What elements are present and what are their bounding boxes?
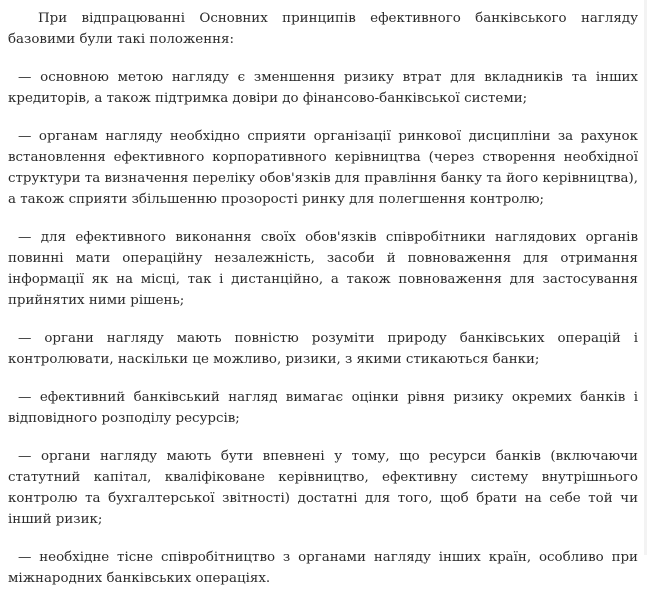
list-item: — основною метою нагляду є зменшення ризику втрат для вкладників та інших кредиторів, а також підтримка довіри до фінансово-банківської системи;: [8, 70, 638, 106]
list-item: — необхідне тісне співробітництво з органами нагляду інших країн, особливо при міжнародних банківських операціях.: [8, 550, 638, 586]
intro-paragraph: При відпрацюванні Основних принципів ефективного банківського нагляду базовими були такі положення:: [8, 11, 638, 47]
list-item: — для ефективного виконання своїх обов'язків співробітники наглядових органів повинні мати операційну незалежність, засоби й повноваження для отримання інформації як на місці, так і дистанційно, а також повноваження для застосування прийнятих ними рішень;: [8, 230, 638, 308]
list-item: — ефективний банківський нагляд вимагає оцінки рівня ризику окремих банків і відповідного розподілу ресурсів;: [8, 390, 638, 426]
list-item: — органи нагляду мають бути впевнені у тому, що ресурси банків (включаючи статутний капітал, кваліфіковане керівництво, ефективну систему внутрішнього контролю та бухгалтерської звітності) достатні для того, щоб брати на себе той чи інший ризик;: [8, 449, 638, 527]
document-body: [8, 0, 638, 606]
list-item: — органи нагляду мають повністю розуміти природу банківських операцій і контролювати, наскільки це можливо, ризики, з якими стикаються банки;: [8, 331, 638, 367]
list-item: — органам нагляду необхідно сприяти організації ринкової дисципліни за рахунок встановлення ефективного корпоративного керівництва (через створення необхідної структури та визначення переліку обов'язків для правління банку та його керівництва), а також сприяти збільшенню прозорості ринку для полегшення контролю;: [8, 129, 638, 207]
